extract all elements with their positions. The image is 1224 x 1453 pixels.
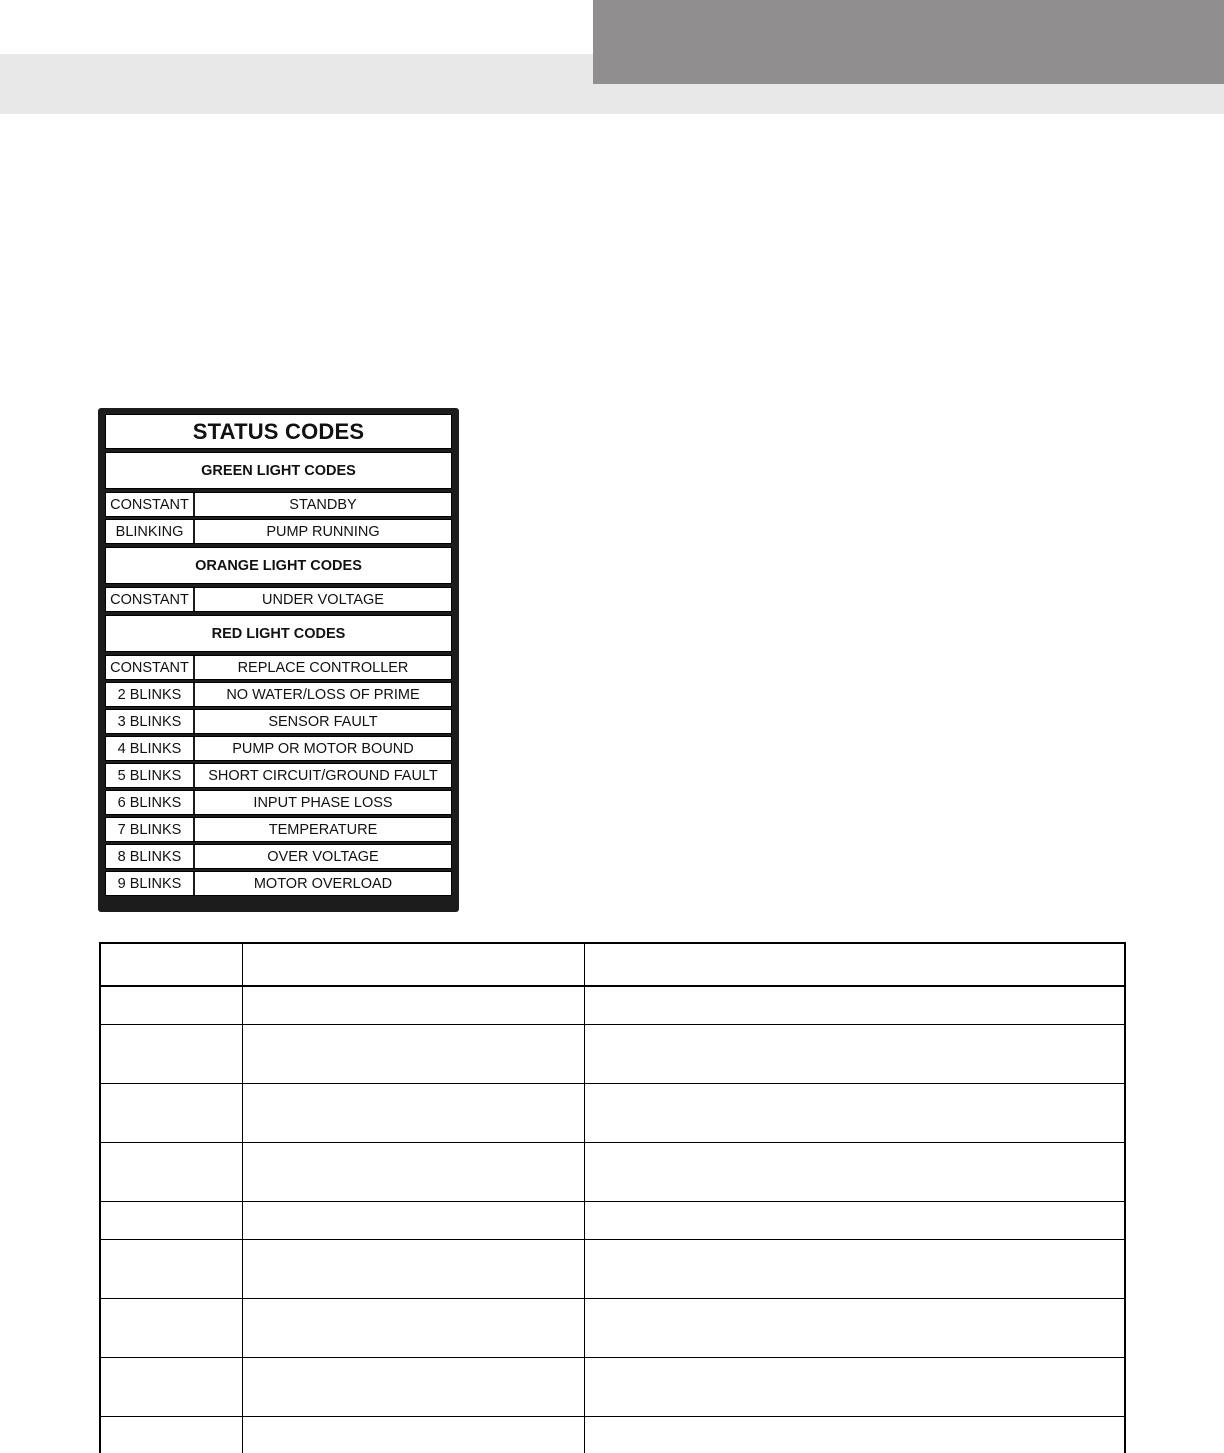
- status-code: 5 BLINKS: [106, 764, 195, 787]
- status-row: [105, 519, 452, 544]
- status-row: [105, 844, 452, 869]
- table-row: [100, 1024, 1125, 1083]
- status-code: 6 BLINKS: [106, 791, 195, 814]
- status-code: CONSTANT: [106, 656, 195, 679]
- table-header-row: [100, 943, 1125, 986]
- status-meaning: STANDBY: [289, 496, 357, 513]
- status-meaning: TEMPERATURE: [268, 821, 378, 838]
- status-code: BLINKING: [106, 520, 195, 543]
- orange-light-codes-heading: ORANGE LIGHT CODES: [105, 547, 452, 584]
- header-block: [593, 0, 1224, 84]
- status-meaning: REPLACE CONTROLLER: [237, 659, 409, 676]
- status-row: [105, 871, 452, 896]
- status-codes-title: STATUS CODES: [105, 414, 452, 449]
- status-row: [105, 763, 452, 788]
- status-meaning: OVER VOLTAGE: [267, 848, 379, 865]
- status-row: [105, 492, 452, 517]
- table-row: [100, 1201, 1125, 1239]
- table-row: [100, 986, 1125, 1024]
- green-light-codes-heading: GREEN LIGHT CODES: [105, 452, 452, 489]
- status-code: CONSTANT: [106, 588, 195, 611]
- status-codes-label: [98, 408, 459, 912]
- table-row: [100, 1142, 1125, 1201]
- empty-table: [99, 942, 1126, 1453]
- red-light-codes-heading: RED LIGHT CODES: [105, 615, 452, 652]
- table-row: [100, 1239, 1125, 1298]
- status-code: 3 BLINKS: [106, 710, 195, 733]
- status-code: 2 BLINKS: [106, 683, 195, 706]
- status-meaning: MOTOR OVERLOAD: [253, 875, 393, 892]
- table-row: [100, 1357, 1125, 1416]
- status-meaning: NO WATER/LOSS OF PRIME: [226, 686, 420, 703]
- status-meaning: SENSOR FAULT: [268, 713, 378, 730]
- status-row: [105, 736, 452, 761]
- table-row: [100, 1298, 1125, 1357]
- status-code: 4 BLINKS: [106, 737, 195, 760]
- status-row: [105, 709, 452, 734]
- status-row: [105, 682, 452, 707]
- status-row: [105, 587, 452, 612]
- status-meaning: INPUT PHASE LOSS: [253, 794, 393, 811]
- status-meaning: SHORT CIRCUIT/GROUND FAULT: [208, 767, 438, 784]
- status-code: CONSTANT: [106, 493, 195, 516]
- table-row: [100, 1083, 1125, 1142]
- status-code: 7 BLINKS: [106, 818, 195, 841]
- status-row: [105, 655, 452, 680]
- status-code: 8 BLINKS: [106, 845, 195, 868]
- status-row: [105, 817, 452, 842]
- status-meaning: PUMP RUNNING: [266, 523, 380, 540]
- status-row: [105, 790, 452, 815]
- status-meaning: UNDER VOLTAGE: [262, 591, 384, 608]
- status-meaning: PUMP OR MOTOR BOUND: [232, 740, 414, 757]
- status-code: 9 BLINKS: [106, 872, 195, 895]
- table-row: [100, 1416, 1125, 1453]
